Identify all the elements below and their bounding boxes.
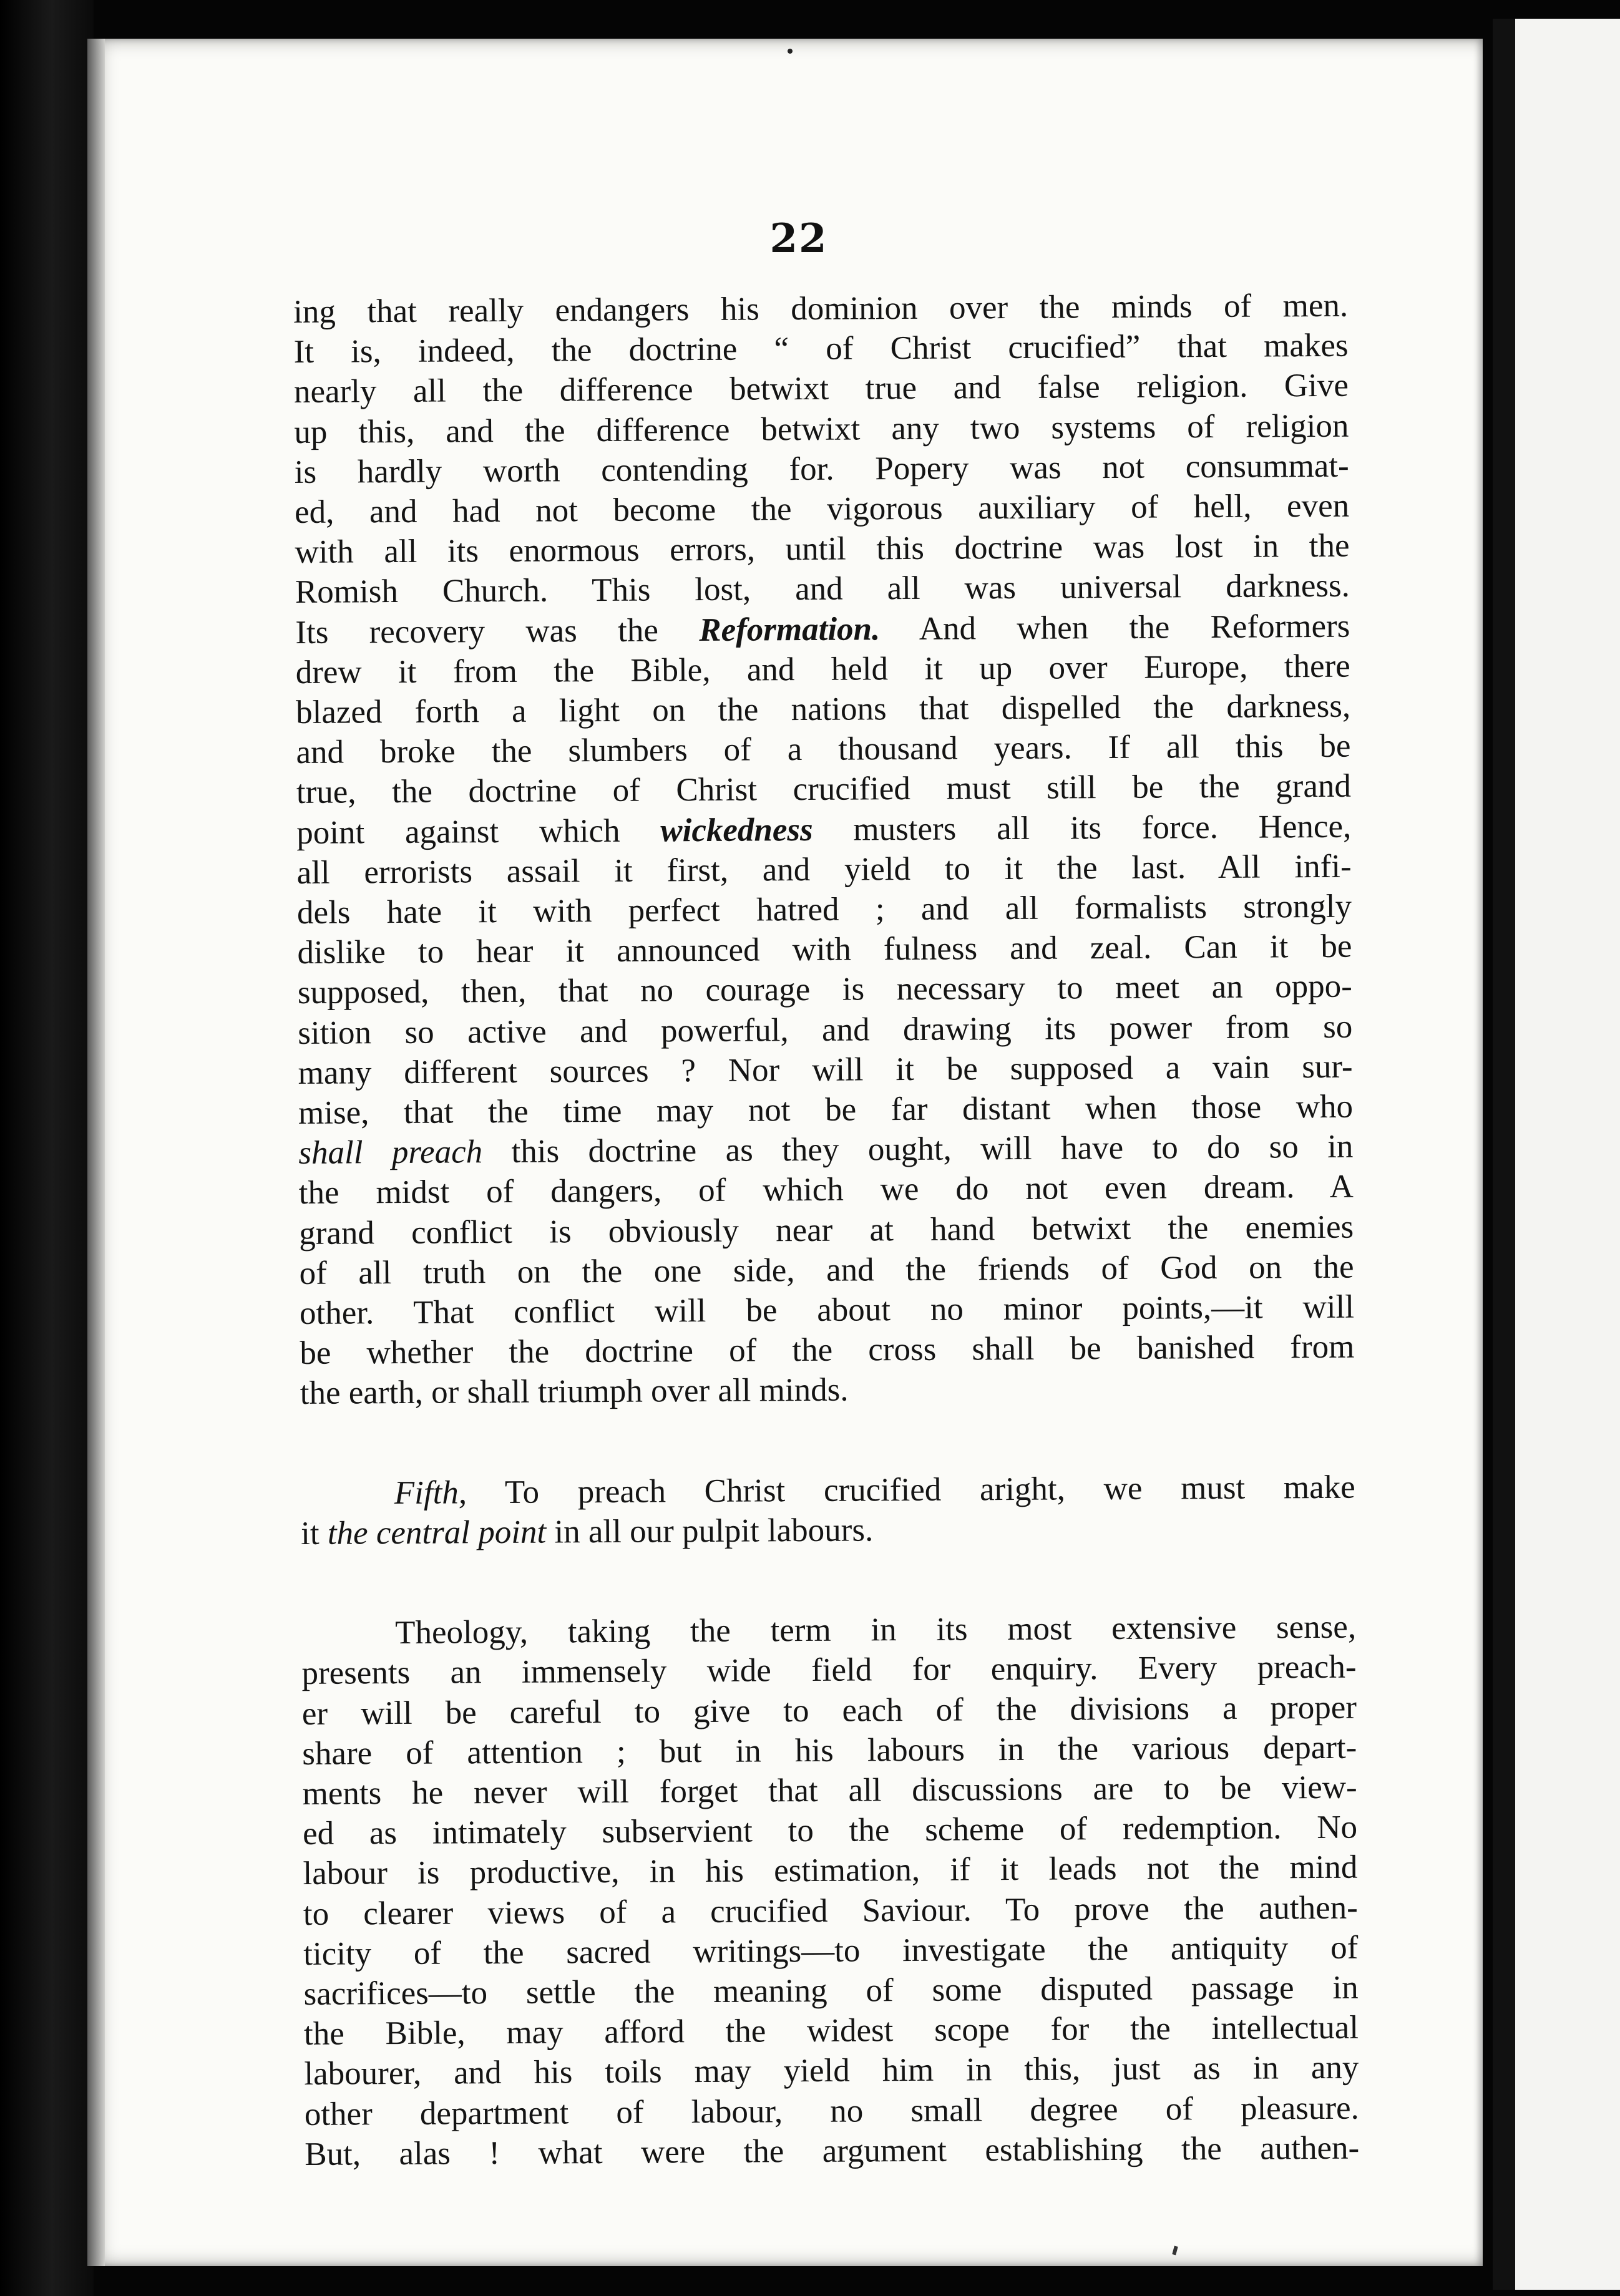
text-line: with all its enormous errors, until this doctrine was lost in the	[295, 527, 1350, 571]
page-gutter-shadow	[87, 39, 105, 2266]
emphasis-central-point: the central point	[327, 1514, 547, 1552]
text-line	[301, 1467, 1355, 1514]
text-line: is hardly worth contending for. Popery was not consummat-	[294, 447, 1349, 490]
text-line: blazed forth a light on the nations that dispelled the darkness,	[295, 688, 1351, 731]
text-fragment: in all our pulpit labours.	[546, 1512, 874, 1550]
text-line	[296, 806, 1351, 853]
text-fragment: To preach Christ crucified aright, we must make	[466, 1469, 1355, 1511]
text-line: the midst of dangers, of which we do not even dream. A	[298, 1169, 1354, 1212]
text-fragment: it	[300, 1515, 328, 1552]
text-line: all errorists assail it first, and yield to it the last. All infi-	[296, 848, 1352, 891]
text-line: and broke the slumbers of a thousand years. If all this be	[296, 727, 1351, 771]
text-line: labour is productive, in his estimation, if it leads not the mind	[303, 1849, 1358, 1892]
text-line: mise, that the time may not be far distant when those who	[298, 1088, 1354, 1132]
paragraph-fifth-heading	[301, 1467, 1356, 1554]
text-line: ed, and had not become the vigorous auxiliary of hell, even	[294, 487, 1350, 531]
text-line: But, alas ! what were the argument establishing the authen-	[305, 2129, 1360, 2172]
text-line: presents an immensely wide field for enquiry. Every preach-	[301, 1648, 1357, 1692]
text-line: ments he never will forget that all discussions are to be view-	[302, 1769, 1357, 1812]
text-line: sacrifices—to settle the meaning of some disputed passage in	[303, 1969, 1359, 2012]
text-line: be whether the doctrine of the cross shall be banished from	[300, 1328, 1355, 1372]
text-fragment: And when the Reformers	[880, 608, 1350, 647]
text-line: of all truth on the one side, and the friends of God on the	[299, 1248, 1354, 1292]
text-line: er will be careful to give to each of the divisions a proper	[301, 1689, 1357, 1732]
text-line: ed as intimately subservient to the scheme of redemption. No	[302, 1809, 1358, 1852]
heading-fifth: Fifth,	[394, 1474, 467, 1511]
text-line: the earth, or shall triumph over all minds.	[300, 1372, 849, 1412]
print-speck-top	[788, 49, 793, 54]
page-number: 22	[769, 215, 828, 262]
text-line: the Bible, may afford the widest scope for the intellectual	[303, 2009, 1359, 2053]
text-line: Romish Church. This lost, and all was universal darkness.	[295, 568, 1350, 611]
text-fragment: Its recovery was the	[295, 611, 700, 651]
book-spine-shadow	[0, 0, 94, 2296]
text-line: labourer, and his toils may yield him in this, just as in any	[304, 2049, 1359, 2093]
text-line: other. That conflict will be about no minor points,—it will	[299, 1288, 1355, 1332]
text-line: share of attention ; but in his labours in the various depart-	[302, 1729, 1357, 1772]
text-fragment: point against which	[296, 812, 661, 851]
text-line: to clearer views of a crucified Saviour. To prove the authen-	[303, 1889, 1359, 1932]
text-fragment: musters all its force. Hence,	[812, 808, 1352, 848]
text-line: other department of labour, no small degree of pleasure.	[304, 2089, 1359, 2133]
text-line: nearly all the difference betwixt true and false religion. Give	[293, 367, 1349, 411]
text-line: ing that really endangers his dominion over the minds of men.	[293, 287, 1349, 330]
text-line: Theology, taking the term in its most extensive sense,	[394, 1608, 1357, 1651]
text-line: sition so active and powerful, and drawing its power from so	[298, 1008, 1353, 1051]
emphasis-wickedness: wickedness	[660, 811, 813, 849]
page-body-text	[293, 286, 1359, 2174]
text-line: grand conflict is obviously near at hand betwixt the enemies	[299, 1209, 1354, 1252]
text-line: up this, and the difference betwixt any two systems of religion	[294, 407, 1349, 450]
facing-page-gutter	[1493, 19, 1515, 2290]
text-line: ticity of the sacred writings—to investigate the antiquity of	[303, 1929, 1359, 1972]
text-line	[301, 1507, 1355, 1554]
text-line: true, the doctrine of Christ crucified must still be the grand	[296, 768, 1352, 811]
text-line: many different sources ? Nor will it be supposed a vain sur-	[298, 1048, 1353, 1091]
text-line: drew it from the Bible, and held it up over Europe, there	[295, 648, 1350, 691]
text-line	[295, 606, 1350, 653]
text-line: It is, indeed, the doctrine “ of Christ crucified” that makes	[293, 327, 1349, 371]
facing-page-edge	[1493, 19, 1620, 2290]
paragraph-doctrine	[293, 286, 1355, 1414]
text-line: supposed, then, that no courage is necessary to meet an oppo-	[297, 968, 1353, 1011]
paragraph-theology	[301, 1607, 1359, 2174]
text-line: dislike to hear it announced with fulness and zeal. Can it be	[297, 928, 1352, 971]
text-line	[298, 1127, 1353, 1174]
emphasis-reformation: Reformation.	[699, 610, 881, 648]
text-fragment: this doctrine as they ought, will have to do so in	[482, 1128, 1354, 1170]
text-line: dels hate it with perfect hatred ; and all formalists strongly	[296, 888, 1352, 932]
emphasis-shall-preach: shall preach	[298, 1134, 483, 1172]
